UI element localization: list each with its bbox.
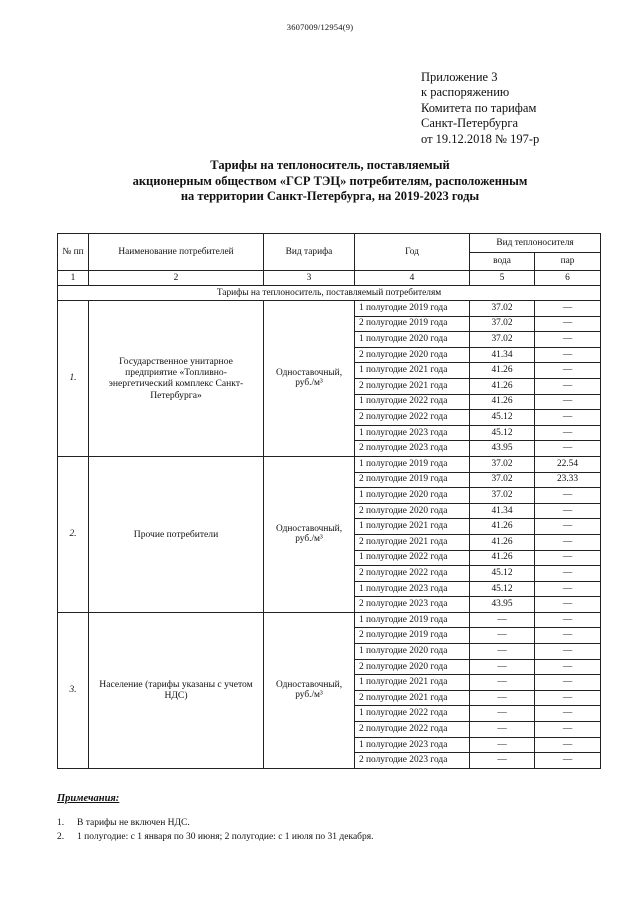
appendix-line: к распоряжению [421,85,510,100]
note-item [57,816,374,830]
group-number: 3. [58,612,89,768]
appendix-line: Комитета по тарифам [421,100,537,115]
steam-value: — [535,753,601,769]
period-cell: 2 полугодие 2023 года [355,441,470,457]
steam-value: — [535,503,601,519]
column-number: 4 [355,271,470,286]
period-cell: 1 полугодие 2022 года [355,550,470,566]
header-water: вода [470,253,535,271]
steam-value: — [535,425,601,441]
period-cell: 1 полугодие 2023 года [355,737,470,753]
column-number: 6 [535,271,601,286]
note-text: В тарифы не включен НДС. [77,818,190,828]
table-row [58,301,601,317]
period-cell: 2 полугодие 2020 года [355,503,470,519]
period-cell: 1 полугодие 2023 года [355,425,470,441]
note-number: 2. [57,832,65,842]
period-cell: 1 полугодие 2019 года [355,612,470,628]
water-value: 37.02 [470,472,535,488]
water-value: — [470,628,535,644]
steam-value: — [535,441,601,457]
appendix-line: Санкт-Петербурга [421,116,519,131]
table-row [58,456,601,472]
steam-value: — [535,488,601,504]
water-value: 41.26 [470,363,535,379]
steam-value: — [535,347,601,363]
steam-value: — [535,410,601,426]
period-cell: 1 полугодие 2021 года [355,675,470,691]
water-value: — [470,690,535,706]
period-cell: 2 полугодие 2022 года [355,410,470,426]
section-title: Тарифы на теплоноситель, поставляемый потребителям [58,286,601,301]
header-heat-carrier: Вид теплоносителя [470,234,601,253]
period-cell: 1 полугодие 2019 года [355,456,470,472]
notes-block [57,793,374,844]
water-value: — [470,644,535,660]
water-value: 43.95 [470,441,535,457]
steam-value: — [535,675,601,691]
appendix-line: Приложение 3 [421,70,498,84]
period-cell: 1 полугодие 2021 года [355,363,470,379]
steam-value: — [535,550,601,566]
water-value: — [470,737,535,753]
steam-value: — [535,519,601,535]
header-consumer-name: Наименование потребителей [89,234,264,271]
period-cell: 2 полугодие 2021 года [355,690,470,706]
water-value: 41.26 [470,394,535,410]
period-cell: 1 полугодие 2020 года [355,488,470,504]
tariff-type: Одноставочный, руб./м³ [264,456,355,612]
period-cell: 2 полугодие 2022 года [355,722,470,738]
period-cell: 1 полугодие 2021 года [355,519,470,535]
steam-value: — [535,597,601,613]
consumer-name: Население (тарифы указаны с учетом НДС) [89,612,264,768]
steam-value: — [535,612,601,628]
water-value: 37.02 [470,316,535,332]
steam-value: — [535,566,601,582]
water-value: 37.02 [470,332,535,348]
water-value: 45.12 [470,581,535,597]
water-value: — [470,706,535,722]
water-value: 41.34 [470,503,535,519]
water-value: 45.12 [470,410,535,426]
water-value: — [470,659,535,675]
steam-value: — [535,316,601,332]
water-value: 41.34 [470,347,535,363]
water-value: 41.26 [470,550,535,566]
column-number: 5 [470,271,535,286]
notes-title: Примечания: [57,793,120,804]
period-cell: 2 полугодие 2022 года [355,566,470,582]
tariff-type: Одноставочный, руб./м³ [264,301,355,457]
water-value: 45.12 [470,566,535,582]
consumer-name: Государственное унитарное предприятие «Топливно-энергетический комплекс Санкт-Петербурга» [89,301,264,457]
header-tariff-type: Вид тарифа [264,234,355,271]
water-value: 37.02 [470,488,535,504]
water-value: 41.26 [470,378,535,394]
steam-value: — [535,534,601,550]
steam-value: — [535,659,601,675]
document-number: 3607009/12954(9) [286,22,354,32]
document-title [60,158,600,205]
appendix-line: от 19.12.2018 № 197-р [421,131,540,146]
consumer-name: Прочие потребители [89,456,264,612]
water-value: — [470,722,535,738]
water-value: 41.26 [470,519,535,535]
title-line: акционерным обществом «ГСР ТЭЦ» потребителям, расположенным [132,173,528,188]
note-text: 1 полугодие: с 1 января по 30 июня; 2 полугодие: с 1 июля по 31 декабря. [77,832,374,842]
tariff-type: Одноставочный, руб./м³ [264,612,355,768]
water-value: 41.26 [470,534,535,550]
water-value: 37.02 [470,301,535,317]
steam-value: 23.33 [535,472,601,488]
water-value: 45.12 [470,425,535,441]
water-value: 37.02 [470,456,535,472]
period-cell: 1 полугодие 2022 года [355,394,470,410]
water-value: — [470,675,535,691]
steam-value: — [535,581,601,597]
group-number: 2. [58,456,89,612]
period-cell: 1 полугодие 2023 года [355,581,470,597]
steam-value: — [535,737,601,753]
period-cell: 1 полугодие 2019 года [355,301,470,317]
water-value: — [470,612,535,628]
steam-value: 22.54 [535,456,601,472]
steam-value: — [535,394,601,410]
note-item [57,830,374,844]
period-cell: 1 полугодие 2020 года [355,332,470,348]
title-line: на территории Санкт-Петербурга, на 2019-2023 годы [180,189,480,203]
period-cell: 2 полугодие 2019 года [355,316,470,332]
period-cell: 2 полугодие 2019 года [355,472,470,488]
steam-value: — [535,628,601,644]
steam-value: — [535,378,601,394]
group-number: 1. [58,301,89,457]
steam-value: — [535,332,601,348]
table-row [58,612,601,628]
steam-value: — [535,301,601,317]
period-cell: 1 полугодие 2020 года [355,644,470,660]
period-cell: 2 полугодие 2021 года [355,378,470,394]
note-number: 1. [57,818,65,828]
period-cell: 2 полугодие 2020 года [355,659,470,675]
water-value: 43.95 [470,597,535,613]
period-cell: 2 полугодие 2023 года [355,753,470,769]
header-steam: пар [535,253,601,271]
appendix-block [421,70,539,147]
period-cell: 2 полугодие 2020 года [355,347,470,363]
steam-value: — [535,363,601,379]
period-cell: 2 полугодие 2019 года [355,628,470,644]
column-number: 2 [89,271,264,286]
column-number: 3 [264,271,355,286]
header-year: Год [355,234,470,271]
period-cell: 2 полугодие 2023 года [355,597,470,613]
column-number: 1 [58,271,89,286]
period-cell: 1 полугодие 2022 года [355,706,470,722]
steam-value: — [535,722,601,738]
steam-value: — [535,706,601,722]
steam-value: — [535,644,601,660]
steam-value: — [535,690,601,706]
period-cell: 2 полугодие 2021 года [355,534,470,550]
water-value: — [470,753,535,769]
tariffs-table [57,233,601,769]
header-num: № пп [58,234,89,271]
title-line: Тарифы на теплоноситель, поставляемый [210,158,450,172]
